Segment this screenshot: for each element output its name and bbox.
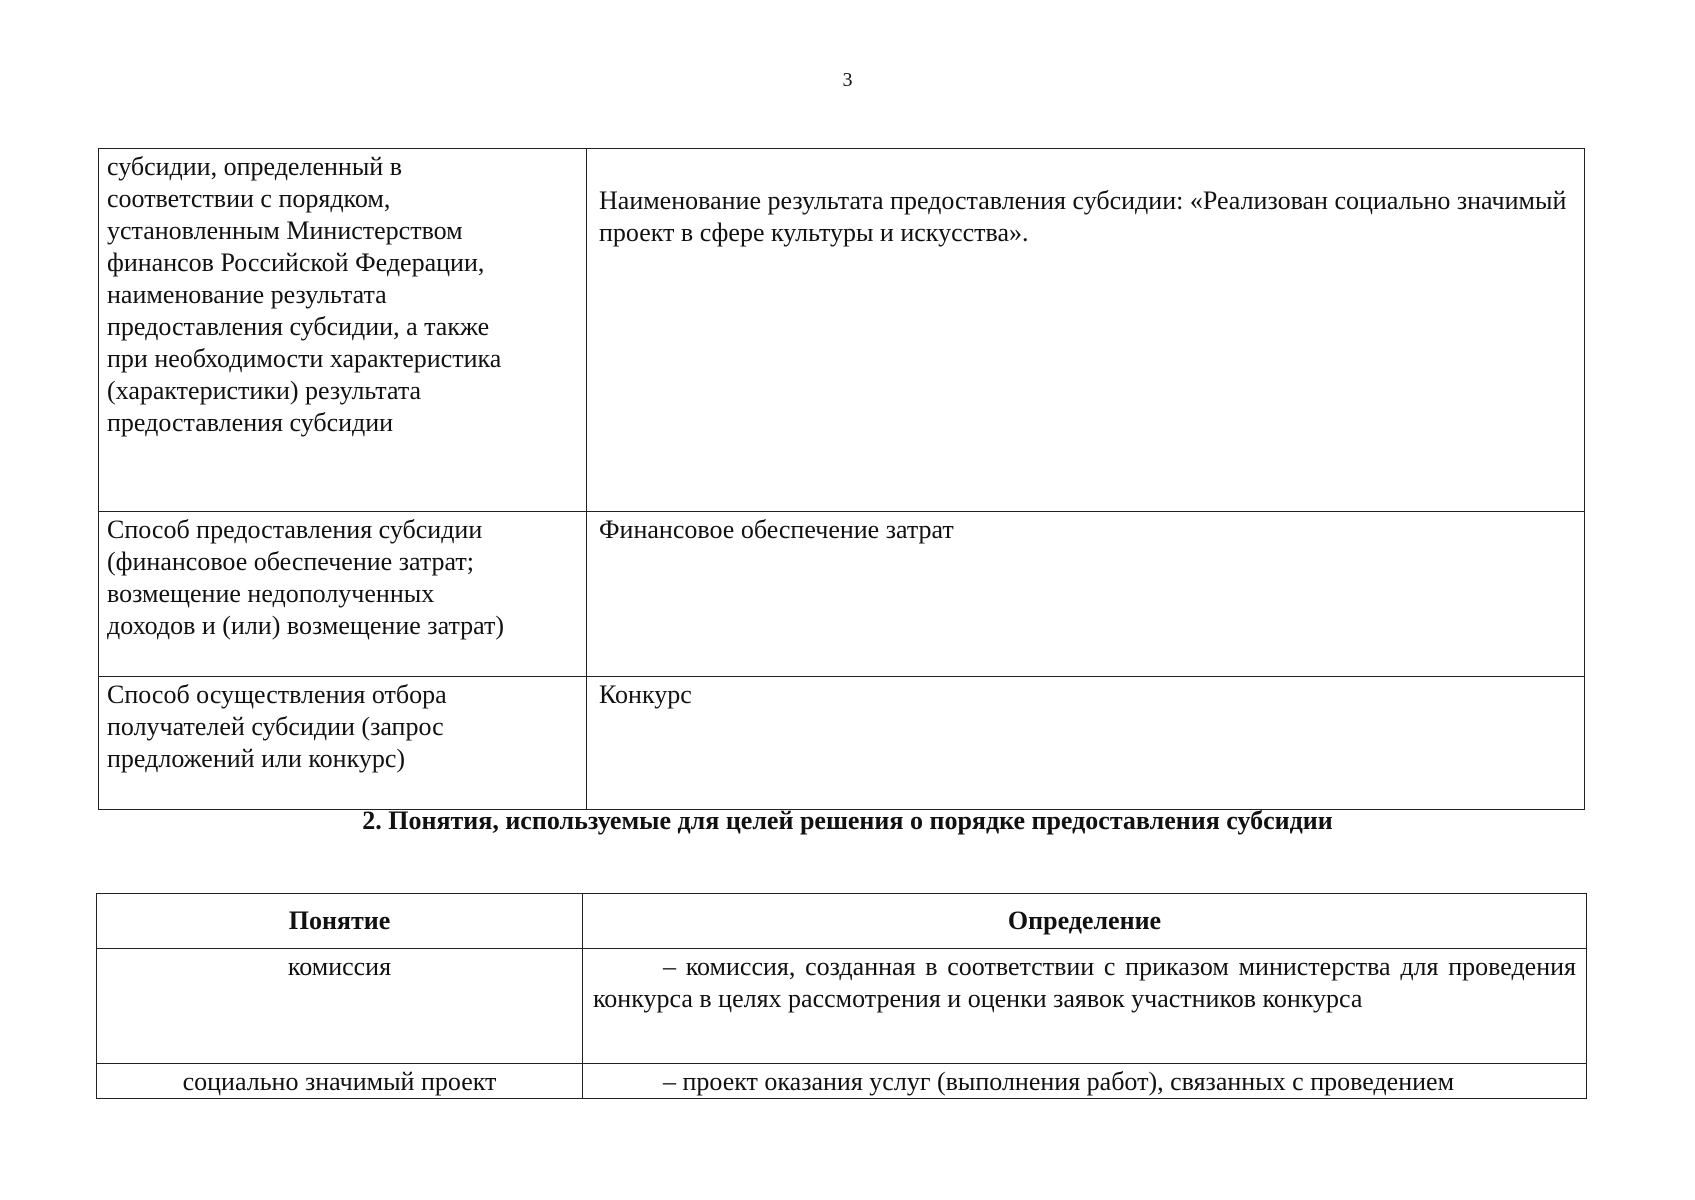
parameter-label: Способ предоставления субсидии (финансовое обеспечение затрат; возмещение недополученных доходов и (или) возмещение затрат) xyxy=(99,512,587,677)
definition-cell: – комиссия, созданная в соответствии с приказом министерства для проведения конкурса в целях рассмотрения и оценки заявок участников конкурса xyxy=(583,949,1587,1064)
subsidy-parameters-table xyxy=(98,148,1585,810)
table-row xyxy=(99,149,1585,512)
term-cell: социально значимый проект xyxy=(97,1064,583,1099)
page-number: 3 xyxy=(842,69,853,91)
parameter-value: Наименование результата предоставления субсидии: «Реализован социально значимый проект в сфере культуры и искусства». xyxy=(587,149,1585,512)
parameter-label: субсидии, определенный в соответствии с порядком, установленным Министерством финансов Российской Федерации, наименование результата предоставления субсидии, а также при необходимости характеристика (характеристики) результата предоставления субсидии xyxy=(99,149,587,512)
table-row xyxy=(99,512,1585,677)
parameter-value: Конкурс xyxy=(587,677,1585,810)
term-cell: комиссия xyxy=(97,949,583,1064)
table-row xyxy=(97,1064,1587,1099)
table-row xyxy=(97,949,1587,1064)
column-header-definition: Определение xyxy=(583,894,1587,949)
section-title: 2. Понятия, используемые для целей решения о порядке предоставления субсидии xyxy=(362,806,1333,835)
definitions-table xyxy=(96,893,1587,1099)
parameter-value: Финансовое обеспечение затрат xyxy=(587,512,1585,677)
table-row xyxy=(99,677,1585,810)
parameter-label: Способ осуществления отбора получателей субсидии (запрос предложений или конкурс) xyxy=(99,677,587,810)
table-header-row xyxy=(97,894,1587,949)
definition-cell: – проект оказания услуг (выполнения работ), связанных с проведением xyxy=(583,1064,1587,1099)
column-header-term: Понятие xyxy=(97,894,583,949)
